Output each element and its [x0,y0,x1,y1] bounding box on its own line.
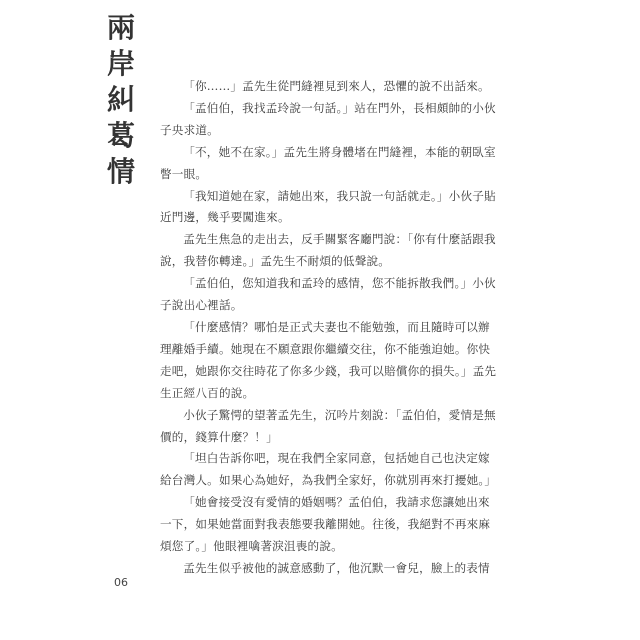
running-title [104,10,138,190]
paragraph: 「孟伯伯，您知道我和孟玲的感情，您不能拆散我們。」小伙子說出心裡話。 [160,276,496,313]
title-char: 岸 [106,47,135,80]
paragraph: 孟先生焦急的走出去，反手關緊客廳門說：「你有什麼話跟我說，我替你轉達。」孟先生不耐煩的低聲說。 [160,232,496,269]
paragraph: 「坦白告訴你吧，現在我們全家同意，包括她自己也決定嫁給台灣人。如果心為她好，為我們全家好，你就別再來打擾她。」 [160,451,497,488]
paragraph: 「不，她不在家。」孟先生將身體堵在門縫裡，本能的朝臥室瞥一眼。 [160,144,496,181]
title-char: 葛 [106,119,135,152]
paragraph: 「什麼感情？哪怕是正式夫妻也不能勉強，而且隨時可以辦理離婚手續。她現在不願意跟你繼續交往，你不能強迫她。你快走吧，她跟你交往時花了你多少錢，我可以賠償你的損失。」孟先生正經八百的說。 [160,319,497,400]
title-char: 情 [106,155,135,188]
title-char: 糾 [106,83,135,116]
paragraph: 「你……」孟先生從門縫裡見到來人，恐懼的說不出話來。 [183,79,490,93]
body-text [160,76,500,580]
paragraph: 「她會接受沒有愛情的婚姻嗎？孟伯伯，我請求您讓她出來一下，如果她當面對我表態要我離開她。往後，我絕對不再來麻煩您了。」他眼裡噙著淚沮喪的說。 [160,495,491,554]
page-number: 06 [114,576,128,589]
paragraph: 「孟伯伯，我找孟玲說一句話。」站在門外，長相頗帥的小伙子央求道。 [160,100,496,137]
paragraph: 小伙子驚愕的望著孟先生，沉吟片刻說：「孟伯伯，愛情是無價的，錢算什麼？！」 [160,407,496,444]
title-char: 兩 [106,11,135,44]
paragraph: 孟先生似乎被他的誠意感動了，他沉默一會兒，臉上的表情 [183,560,490,575]
paragraph: 「我知道她在家，請她出來，我只說一句話就走。」小伙子貼近門邊，幾乎要闖進來。 [160,188,496,225]
